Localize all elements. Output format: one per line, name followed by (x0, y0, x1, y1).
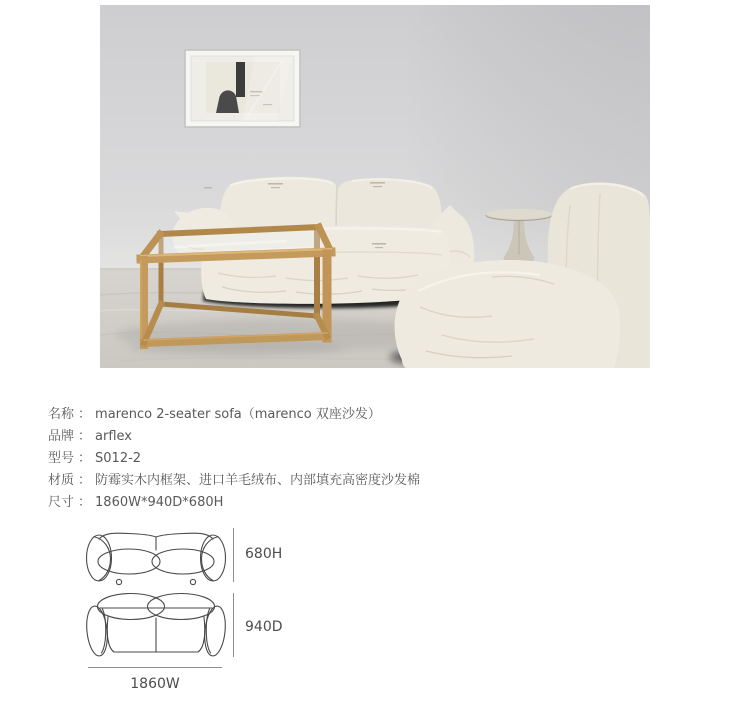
height-dimension-label: 680H (245, 546, 283, 562)
detail-label: 名称 (48, 407, 75, 422)
detail-row-size (48, 492, 420, 514)
detail-value: arflex (95, 429, 132, 444)
detail-value: 1860W*940D*680H (95, 495, 224, 510)
detail-label: 品牌 (48, 429, 75, 444)
detail-separator: ： (78, 495, 92, 510)
sofa-front-view-sketch (85, 524, 227, 592)
detail-separator: ： (78, 451, 92, 466)
height-dimension-line (233, 528, 234, 582)
width-dimension-line (88, 667, 222, 668)
vignette (100, 5, 650, 368)
depth-dimension-line (233, 593, 234, 657)
detail-value: marenco 2-seater sofa（marenco 双座沙发） (95, 407, 381, 422)
sofa-top-view-sketch (85, 591, 227, 665)
depth-dimension-label: 940D (245, 619, 283, 635)
detail-label: 尺寸 (48, 495, 75, 510)
detail-value: S012-2 (95, 451, 142, 466)
detail-label: 材质 (48, 473, 75, 488)
detail-separator: ： (78, 429, 92, 444)
detail-row-material (48, 470, 420, 492)
detail-row-brand (48, 426, 420, 448)
detail-separator: ： (78, 473, 92, 488)
detail-row-model (48, 448, 420, 470)
detail-label: 型号 (48, 451, 75, 466)
product-details (48, 404, 420, 514)
product-photo (100, 5, 650, 368)
detail-value: 防霉实木内框架、进口羊毛绒布、内部填充高密度沙发棉 (95, 473, 421, 488)
width-dimension-label: 1860W (130, 676, 180, 692)
detail-separator: ： (78, 407, 92, 422)
detail-row-name (48, 404, 420, 426)
